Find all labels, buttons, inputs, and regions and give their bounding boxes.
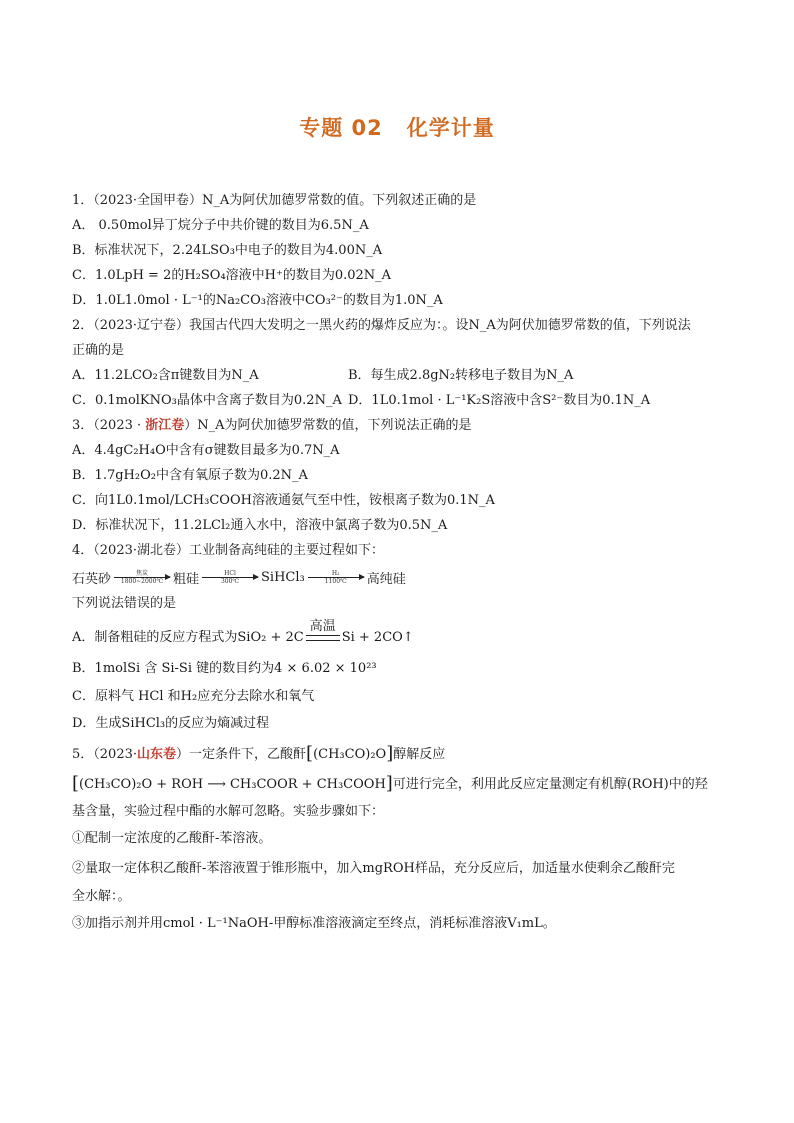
flow-arrow-2-condition: 300℃ [220, 577, 240, 585]
question-list [72, 188, 732, 939]
q5-step3: ③加指示剂并用cmol · L⁻¹NaOH-甲醇标准溶液滴定至终点，消耗标准溶液V₁mL。 [72, 916, 556, 931]
q5-source-post: ） [176, 747, 190, 762]
flow-arrow-3-condition: 1100℃ [324, 577, 347, 585]
q2-stem-cont: 正确的是 [72, 343, 125, 358]
q2-option-a: A．11.2LCO₂含π键数目为N_A [72, 368, 259, 383]
q3-option-b: B．1.7gH₂O₂中含有氧原子数为0.2N_A [72, 468, 308, 483]
flow-arrow-3 [308, 570, 364, 585]
q1-option-d: D．1.0L1.0mol · L⁻¹的Na₂CO₃溶液中CO₃²⁻的数目为1.0N_A [72, 293, 443, 308]
q4-stem [72, 538, 732, 563]
flow-step-crude-si: 粗硅 [173, 571, 200, 587]
q2-stem [72, 313, 732, 338]
q3-stem-text: N_A为阿伏加德罗常数的值，下列说法正确的是 [197, 418, 472, 433]
equation-condition-sign [306, 619, 340, 641]
q2-options-ab [72, 363, 732, 388]
q4-number: 4． [72, 543, 94, 558]
right-arrow-icon [114, 577, 170, 578]
flow-arrow-2 [202, 570, 258, 585]
q3-source [93, 418, 197, 433]
q4-option-a-post: Si + 2CO↑ [341, 630, 414, 645]
q4-source: （2023·湖北卷） [93, 543, 189, 558]
flow-arrow-3-reagent: H₂ [331, 569, 340, 577]
q4-option-a [72, 616, 732, 654]
flow-step-quartz: 石英砂 [72, 571, 112, 587]
q3-stem [72, 413, 732, 438]
q5-source-pre: （2023· [93, 747, 137, 762]
q2-source: （2023·辽宁卷） [93, 318, 189, 333]
flow-arrow-1-reagent: 焦炭 [136, 569, 149, 577]
title-main: 专题 02 [299, 116, 383, 140]
q1-stem-text: N_A为阿伏加德罗常数的值。下列叙述正确的是 [202, 193, 477, 208]
flow-step-pure-si: 高纯硅 [366, 571, 406, 587]
q5-step1: ①配制一定浓度的乙酸酐-苯溶液。 [72, 831, 272, 846]
q5-line2-text: 可进行完全，利用此反应定量测定有机醇(ROH)中的羟 [392, 777, 708, 792]
q1-option-c: C．1.0LpH = 2的H₂SO₄溶液中H⁺的数目为0.02N_A [72, 268, 392, 283]
q2-option-c: C．0.1molKNO₃晶体中含离子数目为0.2N_A [72, 393, 342, 408]
q4-option-a-pre: A．制备粗硅的反应方程式为SiO₂ + 2C [72, 630, 304, 645]
q3-source-highlight: 浙江卷 [145, 418, 185, 433]
q2-stem-text: 我国古代四大发明之一黑火药的爆炸反应为：。设N_A为阿伏加德罗常数的值，下列说法 [189, 318, 691, 333]
q1-stem [72, 188, 732, 213]
flow-arrow-2-reagent: HCl [224, 569, 236, 577]
q5-line3: 基含量，实验过程中酯的水解可忽略。实验步骤如下： [72, 804, 385, 819]
page-title [0, 112, 794, 142]
q4-ask: 下列说法错误的是 [72, 596, 177, 611]
flow-arrow-1-condition: 1800~2000℃ [120, 577, 164, 585]
q4-stem-text: 工业制备高纯硅的主要过程如下： [189, 543, 385, 558]
equation-condition: 高温 [309, 618, 336, 634]
q3-number: 3． [72, 418, 94, 433]
q1-number: 1． [72, 193, 94, 208]
q1-option-a: A． 0.50mol异丁烷分子中共价键的数目为6.5N_A [72, 218, 369, 233]
q3-option-c: C．向1L0.1mol/LCH₃COOH溶液通氨气至中性，铵根离子数为0.1N_A [72, 493, 495, 508]
q4-option-c: C．原料气 HCl 和H₂应充分去除水和氧气 [72, 689, 315, 704]
q4-process-flow [72, 563, 732, 591]
q5-stem-pre: 一定条件下，乙酸酐 [189, 747, 307, 762]
q5-step2b: 全水解：。 [72, 889, 131, 904]
q5-source-highlight: 山东卷 [137, 747, 177, 762]
q1-option-b: B．标准状况下，2.24LSO₃中电子的数目为4.00N_A [72, 243, 383, 258]
q2-options-cd [72, 388, 732, 413]
right-arrow-icon [308, 577, 364, 578]
q5-step2a: ②量取一定体积乙酸酐-苯溶液置于锥形瓶中，加入mgROH样品，充分反应后，加适量水使剩余乙酸酐完 [72, 861, 675, 876]
q4-option-b: B．1molSi 含 Si-Si 键的数目约为4 × 6.02 × 10²³ [72, 661, 377, 676]
q2-option-d: D．1L0.1mol · L⁻¹K₂S溶液中含S²⁻数目为0.1N_A [348, 393, 651, 408]
flow-step-sihcl3: SiHCl₃ [261, 569, 305, 585]
q5-formula-anhydride: (CH₃CO)₂O [313, 747, 387, 762]
q5-stem: 5．（2023·山东卷）一定条件下，乙酸酐[(CH₃CO)₂O]醇解反应 [72, 743, 446, 764]
title-sub: 化学计量 [406, 116, 495, 140]
q3-source-post: ） [184, 418, 198, 433]
flow-arrow-1 [114, 570, 170, 585]
q3-option-d: D．标准状况下，11.2LCl₂通入水中，溶液中氯离子数为0.5N_A [72, 518, 448, 533]
q4-option-d: D．生成SiHCl₃的反应为熵减过程 [72, 716, 270, 731]
q3-source-pre: （2023 · [93, 418, 146, 433]
q5-source [93, 747, 189, 762]
q2-number: 2． [72, 318, 94, 333]
q3-option-a: A．4.4gC₂H₄O中含有σ键数目最多为0.7N_A [72, 443, 340, 458]
q5-formula-reaction: (CH₃CO)₂O + ROH ⟶ CH₃COOR + CH₃COOH [79, 777, 386, 792]
right-arrow-icon [202, 577, 258, 578]
q5-stem-post: 醇解反应 [393, 747, 446, 762]
double-line-icon [306, 635, 340, 641]
q1-source: （2023·全国甲卷） [93, 193, 202, 208]
q5-reaction-line: [(CH₃CO)₂O + ROH ⟶ CH₃COOR + CH₃COOH]可进行完全，利用此反应定量测定有机醇(ROH)中的羟 [72, 773, 708, 794]
q5-number: 5． [72, 747, 94, 762]
q2-option-b: B．每生成2.8gN₂转移电子数目为N_A [348, 368, 574, 383]
